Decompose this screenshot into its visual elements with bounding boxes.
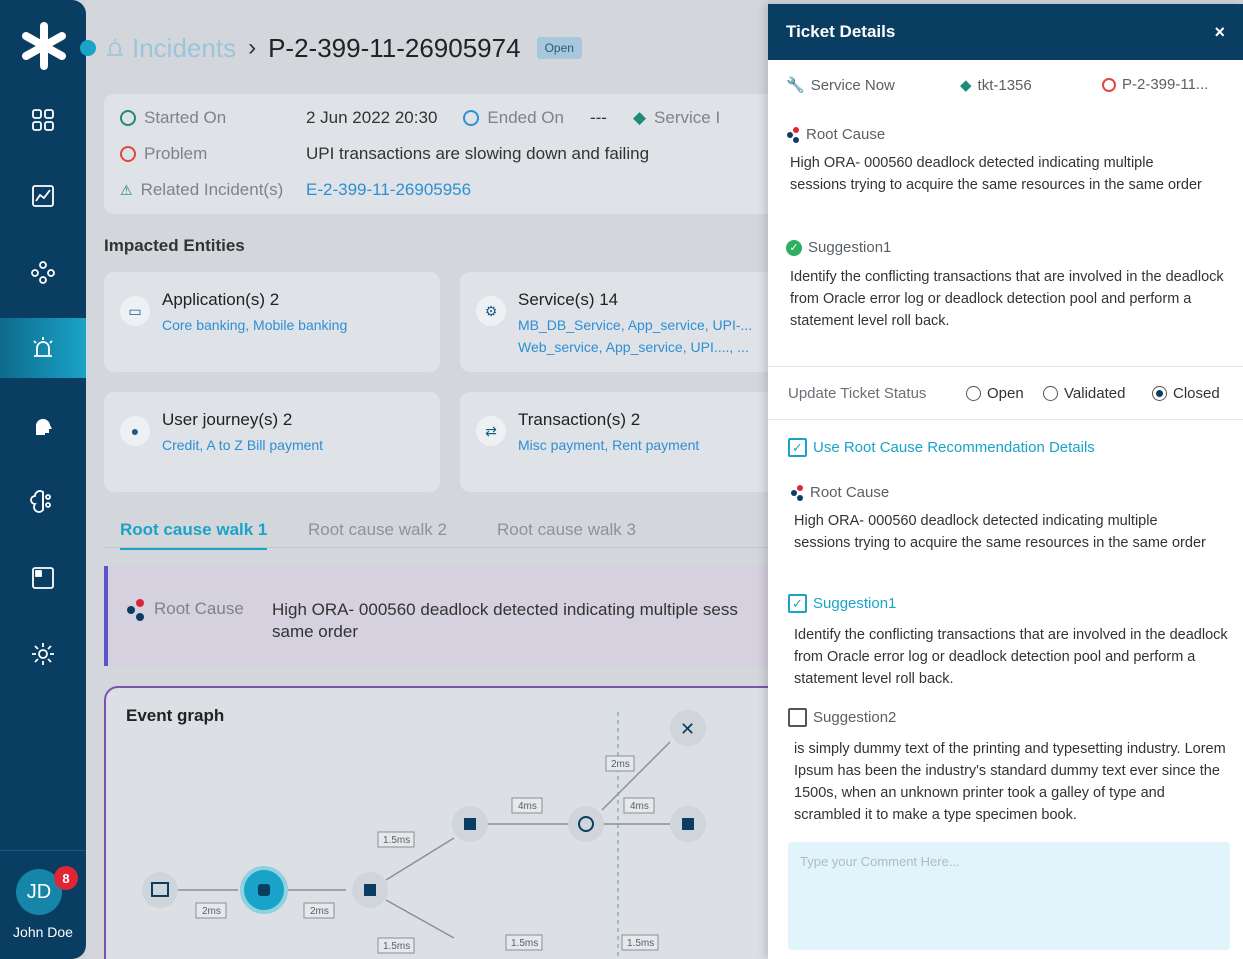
nav-topology[interactable] [0, 242, 86, 302]
ticket-number: tkt-1356 [977, 76, 1032, 94]
incident-info-card [104, 94, 804, 214]
use-rc-label: Use Root Cause Recommendation Details [813, 439, 1095, 456]
app-logo[interactable] [18, 20, 70, 72]
event-graph-canvas [106, 688, 756, 958]
ended-value: --- [589, 108, 607, 127]
notification-badge[interactable]: 8 [54, 866, 78, 890]
journeys-card[interactable] [104, 392, 440, 492]
sidebar-expand-button[interactable] [80, 40, 96, 56]
root-cause-label: Root Cause [810, 484, 890, 501]
related-row [120, 180, 471, 200]
nav-ai[interactable] [0, 396, 86, 456]
services-title: Service(s) 14 [518, 290, 619, 309]
journeys-title: User journey(s) 2 [162, 410, 293, 429]
service-icon: ◆ [632, 108, 647, 127]
services-list[interactable] [518, 314, 752, 358]
transactions-card[interactable] [460, 392, 796, 492]
services-line[interactable]: MB_DB_Service, App_service, UPI-... [518, 317, 753, 333]
suggestion-label: Suggestion1 [808, 239, 892, 256]
tab-root-cause-walk-3[interactable]: Root cause walk 3 [497, 520, 636, 539]
alert-icon [120, 146, 136, 162]
problem-label: Problem [144, 144, 208, 163]
gear-icon [30, 641, 56, 667]
tools-icon: ✕ [680, 719, 696, 740]
checkbox-empty-icon[interactable] [788, 708, 807, 727]
transactions-title: Transaction(s) 2 [518, 410, 641, 429]
nav-settings[interactable] [0, 624, 86, 684]
suggestion2-checkbox-row[interactable] [788, 708, 896, 727]
ticket-status-row [768, 366, 1243, 420]
svg-text:2ms: 2ms [310, 906, 329, 917]
related-label: Related Incident(s) [140, 180, 284, 199]
database-icon [258, 884, 270, 896]
location-pin-icon: ● [120, 416, 150, 446]
database-icon [464, 818, 476, 830]
checkbox-checked-icon[interactable]: ✓ [788, 438, 807, 457]
svg-text:1.5ms: 1.5ms [511, 938, 539, 949]
suggestion1-text: Identify the conflicting transactions that are involved in the deadlock from Oracle error log or deadlock detection pool and perform a statement level roll back. [794, 627, 1228, 687]
ai-head-icon [30, 413, 56, 439]
ended-label: Ended On [487, 108, 564, 127]
wrench-icon: 🔧 [786, 77, 805, 94]
share-nodes-icon [124, 598, 146, 622]
radio-icon [966, 386, 981, 401]
close-icon[interactable]: × [1214, 21, 1225, 42]
root-cause-text [272, 599, 738, 643]
tab-root-cause-walk-1[interactable]: Root cause walk 1 [120, 520, 267, 550]
root-cause-text: High ORA- 000560 deadlock detected indicating multiple sessions trying to acquire the same resources in the same order [794, 513, 1206, 551]
alarm-icon [104, 37, 126, 59]
chevron-right-icon: › [248, 34, 257, 61]
services-card[interactable] [460, 272, 796, 372]
service-label: Service I [654, 108, 721, 127]
applications-card[interactable] [104, 272, 440, 372]
nav-dashboard[interactable] [0, 90, 86, 150]
radio-selected-icon [1152, 386, 1167, 401]
problem-value: UPI transactions are slowing down and failing [306, 144, 650, 163]
root-cause-line: High ORA- 000560 deadlock detected indicating multiple sess [272, 600, 738, 619]
graph-node-application[interactable] [142, 872, 178, 908]
brain-icon [30, 489, 56, 515]
svg-text:2ms: 2ms [202, 906, 221, 917]
root-cause-label: Root Cause [154, 599, 244, 618]
alarm-icon [30, 335, 56, 361]
graph-node-web[interactable] [568, 806, 604, 842]
root-cause-label: Root Cause [806, 126, 886, 143]
graph-nodes [142, 710, 706, 912]
alert-icon [1102, 78, 1116, 92]
transactions-list[interactable]: Misc payment, Rent payment [518, 437, 700, 453]
svg-text:4ms: 4ms [518, 801, 537, 812]
nav-analytics[interactable] [0, 166, 86, 226]
problem-id: P-2-399-11... [1122, 76, 1209, 93]
services-line[interactable]: Web_service, App_service, UPI...., ... [518, 339, 749, 355]
nav-incidents[interactable] [0, 318, 86, 378]
share-nodes-icon [786, 127, 800, 143]
svg-text:1.5ms: 1.5ms [383, 835, 411, 846]
suggestion1-checkbox-row[interactable] [788, 594, 896, 613]
status-radio-open[interactable] [966, 385, 1024, 402]
nav-reports[interactable] [0, 548, 86, 608]
suggestion-heading [786, 239, 891, 256]
suggestion-text: Identify the conflicting transactions that are involved in the deadlock from Oracle error log or deadlock detection pool and perform a statement level roll back. [790, 269, 1224, 329]
root-cause-text: High ORA- 000560 deadlock detected indicating multiple sessions trying to acquire the same resources in the same order [790, 155, 1202, 193]
problem-row [120, 144, 649, 164]
share-nodes-icon [790, 485, 804, 501]
radio-icon [1043, 386, 1058, 401]
radio-label: Open [987, 385, 1024, 402]
suggestion1-label: Suggestion1 [813, 595, 897, 612]
page-title: P-2-399-11-26905974 [268, 32, 521, 63]
exchange-icon: ⇄ [476, 416, 506, 446]
panel-header [768, 4, 1243, 60]
suggestion2-label: Suggestion2 [813, 709, 897, 726]
status-radio-closed[interactable] [1152, 385, 1220, 402]
status-radio-validated[interactable] [1043, 385, 1125, 402]
network-icon [30, 259, 56, 285]
suggestion2-text: is simply dummy text of the printing and typesetting industry. Lorem Ipsum has been the industry's standard dummy text ever since the 1500s, when an unknown printer took a galley of type and scrambled it to make a type specimen book. [794, 741, 1226, 823]
status-badge: Open [537, 37, 582, 59]
started-value: 2 Jun 2022 20:30 [306, 108, 438, 127]
database-icon [682, 818, 694, 830]
root-cause-line: same order [272, 622, 358, 641]
ticket-icon: ◆ [960, 77, 972, 94]
checkbox-checked-icon[interactable]: ✓ [788, 594, 807, 613]
nav-brain[interactable] [0, 472, 86, 532]
report-icon [30, 565, 56, 591]
started-label: Started On [144, 108, 227, 127]
impacted-entities-title: Impacted Entities [104, 236, 245, 255]
check-circle-icon: ✓ [786, 240, 802, 256]
chart-icon [30, 183, 56, 209]
ticket-details-panel [768, 4, 1243, 959]
use-rc-checkbox-row[interactable] [788, 438, 1095, 457]
window-icon: ▭ [120, 296, 150, 326]
gear-icon: ⚙ [476, 296, 506, 326]
event-graph-title: Event graph [126, 706, 225, 725]
sidebar-divider [0, 850, 86, 851]
status-label: Update Ticket Status [788, 385, 927, 402]
svg-text:1.5ms: 1.5ms [383, 941, 411, 952]
journeys-list[interactable]: Credit, A to Z Bill payment [162, 437, 324, 453]
breadcrumb-incidents-link[interactable]: Incidents [132, 32, 237, 63]
comment-textarea[interactable]: Type your Comment Here... [788, 842, 1230, 950]
alarm-icon: ⚠ [120, 181, 133, 198]
user-name: John Doe [13, 924, 73, 940]
applications-list[interactable]: Core banking, Mobile banking [162, 317, 348, 333]
avatar[interactable]: JD [16, 869, 62, 915]
clock-icon [463, 110, 479, 126]
event-graph [104, 686, 794, 959]
breadcrumb [104, 30, 582, 66]
svg-text:1.5ms: 1.5ms [627, 938, 655, 949]
sidebar [0, 0, 86, 959]
root-cause-heading-2 [790, 484, 889, 501]
dashboard-icon [30, 107, 56, 133]
svg-text:2ms: 2ms [611, 759, 630, 770]
root-cause-tabs [104, 516, 784, 548]
nodes-icon [364, 884, 376, 896]
root-cause-heading [786, 126, 885, 143]
started-row [120, 108, 720, 128]
svg-text:4ms: 4ms [630, 801, 649, 812]
ticket-source: Service Now [810, 76, 895, 94]
clock-icon [120, 110, 136, 126]
applications-title: Application(s) 2 [162, 290, 280, 309]
root-cause-banner [104, 566, 784, 666]
tab-root-cause-walk-2[interactable]: Root cause walk 2 [308, 520, 447, 539]
related-incident-link[interactable]: E-2-399-11-26905956 [306, 180, 472, 199]
radio-label: Closed [1173, 385, 1220, 402]
panel-title: Ticket Details [786, 22, 896, 41]
radio-label: Validated [1064, 385, 1126, 402]
